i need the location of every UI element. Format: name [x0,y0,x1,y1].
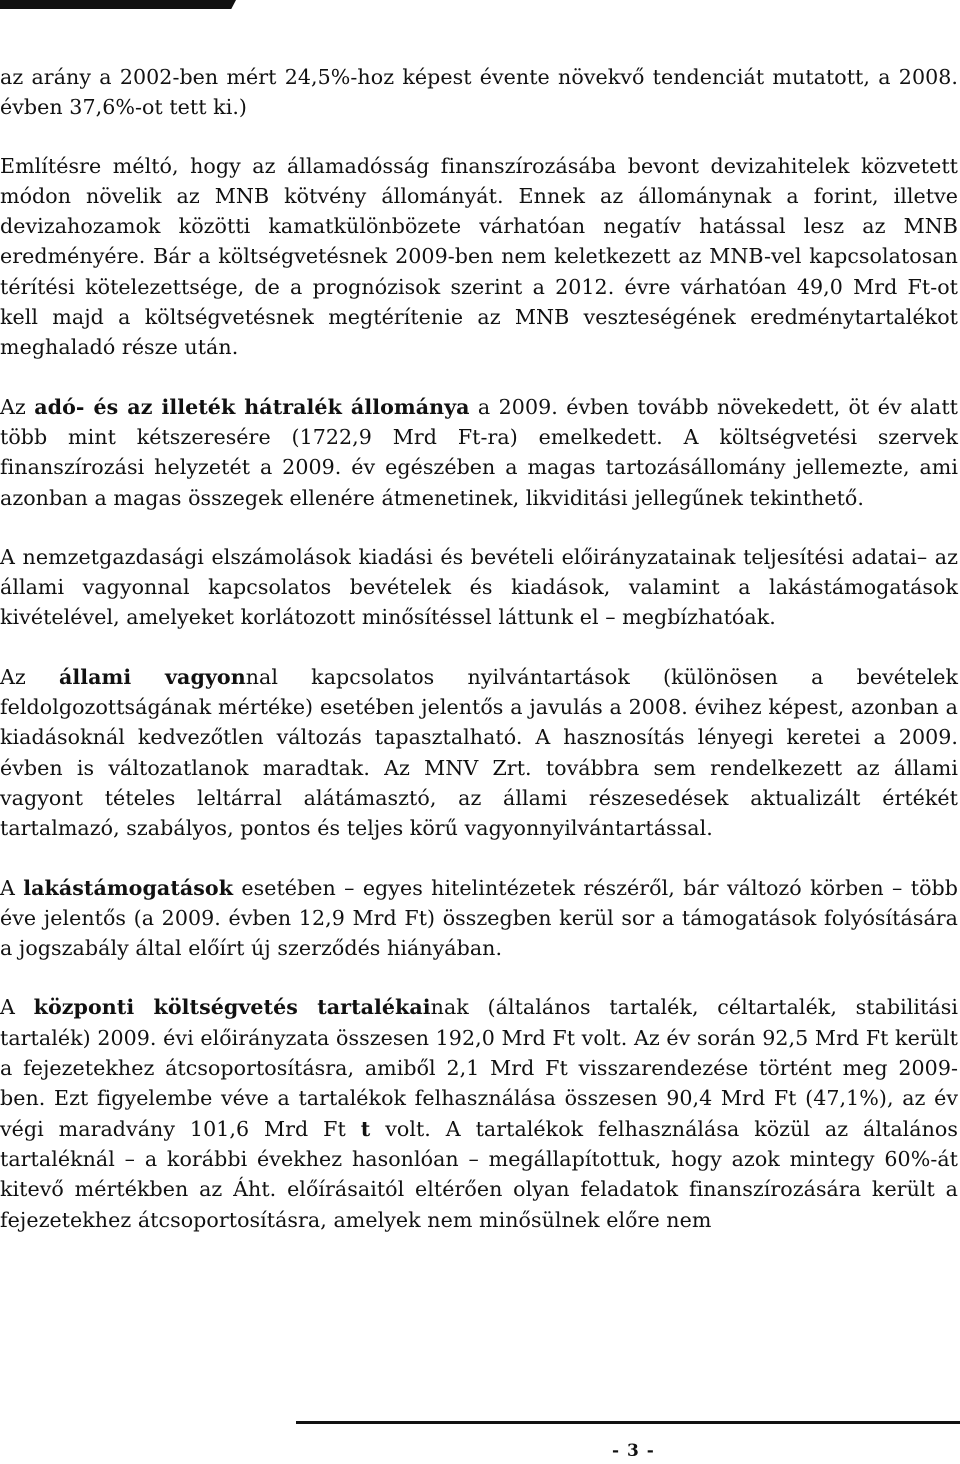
paragraph-text: A nemzetgazdasági elszámolások kiadási és bevételi előirányzatainak teljesítési adatai– az állami vagyonnal kapcsolatos bevételek és kiadások, valamint a lakástámogatások kivételével, amelyeket korlátozott minősítéssel láttunk el – megbízhatóak. [0,544,958,630]
paragraph-text: nal kapcsolatos nyilvántartások (különösen a bevételek feldolgozottságának mértéke) esetében jelentős a javulás a 2008. évihez képest, azonban a kiadásoknál kedvezőtlen változás tapasztalható. A hasznosítás lényegi keretei a 2009. évben is változatlanok maradtak. Az MNV Zrt. továbbra sem rendelkezett az állami vagyont tételes leltárral alátámasztó, az állami részesedések aktualizált értékét tartalmazó, szabályos, pontos és teljes körű vagyonnyilvántartással. [0,664,958,841]
paragraph-national-accounts [0,542,958,633]
page-number: - 3 - [612,1441,655,1461]
paragraph-text: a 2009. évben tovább növekedett, öt év alatt több mint kétszeresére (1722,9 Mrd Ft-ra) emelkedett. A költségvetési szervek finanszírozási helyzetét a 2009. év egészében a magas tartozásállomány jellemezte, ami azonban a magas összegek ellenére átmenetinek, likviditási jellegűnek tekinthető. [0,394,958,510]
paragraph-text: nak (általános tartalék, céltartalék, stabilitási tartalék) 2009. évi előirányzata összesen 192,0 Mrd Ft volt. Az év során 92,5 Mrd Ft került a fejezetekhez átcsoportosításra, amiből 2,1 Mrd Ft visszarendezése történt meg 2009-ben. Ezt figyelembe véve a tartalékok felhasználása összesen 90,4 Mrd Ft (47,1%), az év végi maradvány 101,6 Mrd Ft [0,995,958,1141]
paragraph-mnb-bonds [0,151,958,363]
paragraph-budget-reserves [0,992,958,1234]
bold-term: központi költségvetés tartalékai [33,995,431,1020]
paragraph-ratio-continuation [0,62,958,123]
header-rule [0,0,236,9]
paragraph-housing-support [0,873,958,964]
bold-term: t [360,1116,371,1141]
paragraph-text: az arány a 2002-ben mért 24,5%-hoz képest évente növekvő tendenciát mutatott, a 2008. évben 37,6%-ot tett ki.) [0,65,958,120]
bold-term: adó- és az illeték hátralék állománya [34,394,470,419]
bold-term: állami vagyon [59,664,246,689]
paragraph-text: volt. A tartalékok felhasználása közül az általános tartaléknál – a korábbi évekhez hasonlóan – megállapítottuk, hogy azok mintegy 60%-át kitevő mértékben az Áht. előírásaitól eltérően olyan feladatok finanszírozására került a fejezetekhez átcsoportosításra, amelyek nem minősülnek előre nem [0,1116,958,1232]
paragraph-state-assets [0,662,958,844]
paragraph-text: esetében – egyes hitelintézetek részéről, bár változó körben – több éve jelentős (a 2009. évben 12,9 Mrd Ft) összegben kerül sor a támogatások folyósítására a jogszabály által előírt új szerződés hiányában. [0,875,958,961]
footer-rule [296,1421,960,1424]
paragraph-text: A [0,995,34,1020]
document-body [0,62,958,1264]
paragraph-text: Említésre méltó, hogy az államadósság finanszírozásába bevont devizahitelek közvetett módon növelik az MNB kötvény állományát. Ennek az állománynak a forint, illetve devizahozamok közötti kamatkülönbözete várhatóan negatív hatással lesz az MNB eredményére. Bár a költségvetésnek 2009-ben nem keletkezett az MNB-vel kapcsolatosan térítési kötelezettsége, de a prognózisok szerint a 2012. évre várhatóan 49,0 Mrd Ft-ot kell majd a költségvetésnek megtérítenie az MNB veszteségének eredménytartalékot meghaladó része után. [0,153,958,360]
bold-term: lakástámogatások [23,875,234,900]
paragraph-text: A [0,875,24,900]
paragraph-text: Az [0,664,59,689]
paragraph-tax-arrears [0,392,958,513]
paragraph-text: Az [0,394,35,419]
